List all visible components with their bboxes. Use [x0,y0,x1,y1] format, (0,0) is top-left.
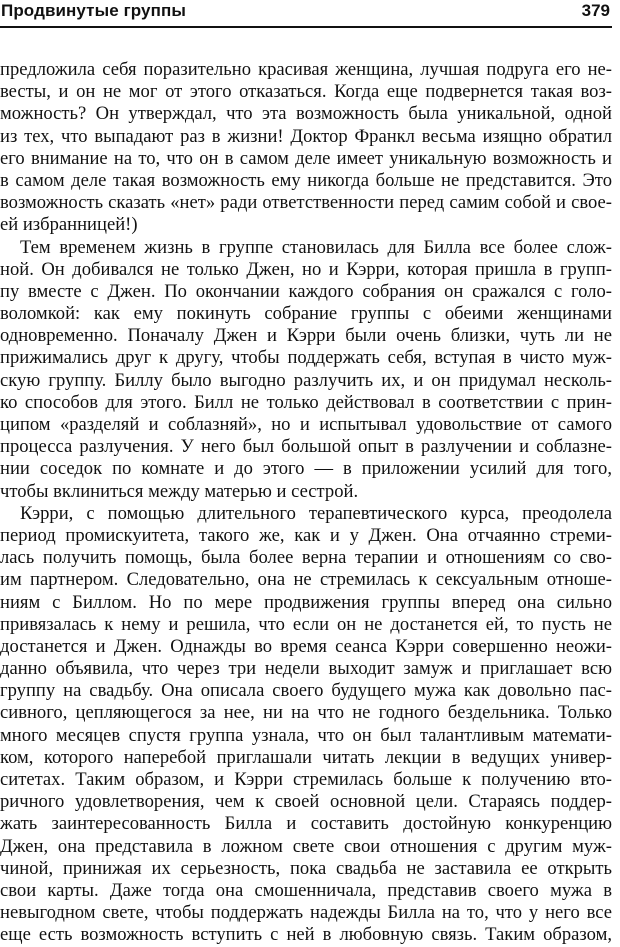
text-line: процесса разлучения. У него был большой опыт в разлучении и соблазне- [0,436,612,458]
text-line: чтобы вклиниться между матерью и сестрой. [0,480,359,502]
text-line: им партнером. Следовательно, она не стремилась к сексуальным отноше- [0,569,612,591]
text-line: ей избранницей!) [0,214,138,236]
text-line: достанется и Джен. Однажды во время сеанса Кэрри совершенно неожи- [0,635,612,657]
text-line: Тем временем жизнь в группе становилась для Билла все более слож- [20,236,612,258]
running-header [0,0,620,28]
text-line: группу на свадьбу. Она описала своего будущего мужа как довольно пас- [0,680,612,702]
text-line: период промискуитета, такого же, как и у Джен. Она отчаянно стреми- [0,524,612,546]
paragraph-2 [0,237,620,503]
text-line: скую группу. Биллу было выгодно разлучить их, и он придумал несколь- [0,369,612,391]
text-line: ком, которого наперебой приглашали читать лекции в ведущих универ- [0,746,612,768]
text-line: предложила себя поразительно красивая женщина, лучшая подруга его не- [0,59,612,80]
text-line: прижимались друг к другу, чтобы поддержать себя, вступая в чисто муж- [0,347,612,369]
text-line: ситетах. Таким образом, и Кэрри стремилась больше к получению вто- [0,769,612,790]
text-line: ниям с Биллом. Но по мере продвижения группы вперед она сильно [0,591,612,613]
body-text [0,59,620,947]
text-line: свои карты. Даже тогда она смошенничала, представив своего мужа в [0,879,612,901]
text-line: в самом деле такая возможность ему никогда больше не представится. Это [0,169,612,191]
text-line: лась получить помощь, была более верна терапии и отношениям со сво- [0,547,612,569]
text-line: ципом «разделяй и соблазняй», но и испытывал удовольствие от самого [0,414,612,435]
text-line: еще есть возможность вступить с ней в любовную связь. Таким образом, [0,924,612,946]
text-line: из тех, что выпадают раз в жизни! Доктор Франкл весьма изящно обратил [0,125,612,147]
text-line: много месяцев спустя группа узнала, что он был талантливым математи- [0,724,612,746]
header-rule [0,26,612,28]
text-line: невыгодном свете, чтобы поддержать надежды Билла на то, что у него все [0,902,612,924]
text-line: ной. Он добивался не только Джен, но и Кэрри, которая пришла в групп- [0,258,612,280]
text-line: ричного удовлетворения, чем к своей основной цели. Стараясь поддер- [0,791,612,813]
text-line: Джен, она представила в ложном свете свои отношения с другим муж- [0,835,612,857]
page-number: 379 [581,1,610,20]
text-line: нии соседок по комнате и до этого — в приложении усилий для того, [0,458,612,480]
text-line: одновременно. Поначалу Джен и Кэрри были очень близки, чуть ли не [0,325,612,347]
text-line: можность? Он утверждал, что эта возможность была уникальной, одной [0,103,612,125]
paragraph-3 [0,503,620,947]
text-line: данно объявила, что через три недели выходит замуж и приглашает всю [0,658,612,680]
paragraph-1 [0,59,620,237]
running-title: Продвинутые группы [1,1,186,20]
text-line: чиной, принижая их серьезность, пока свадьба не заставила ее открыть [0,857,612,879]
text-line: пу вместе с Джен. По окончании каждого собрания он сражался с голо- [0,280,612,302]
text-line: ко способов для этого. Билл не только действовал в соответствии с прин- [0,391,612,413]
text-line: Кэрри, с помощью длительного терапевтического курса, преодолела [20,502,612,524]
text-line: сивного, цепляющегося за нее, ни на что не годного бездельника. Только [0,702,612,724]
text-line: воломкой: как ему покинуть собрание группы с обеими женщинами [0,303,612,325]
text-line: его внимание на то, что он в самом деле имеет уникальную возможность и [0,147,612,169]
text-line: жать заинтересованность Билла и составить достойную конкуренцию [0,813,612,835]
text-line: возможность сказать «нет» ради ответственности перед самим собой и свое- [0,192,612,214]
text-line: весты, и он не мог от этого отказаться. Когда еще подвернется такая воз- [0,81,612,103]
text-line: привязалась к нему и решила, что если он не достанется ей, то пусть не [0,613,612,635]
